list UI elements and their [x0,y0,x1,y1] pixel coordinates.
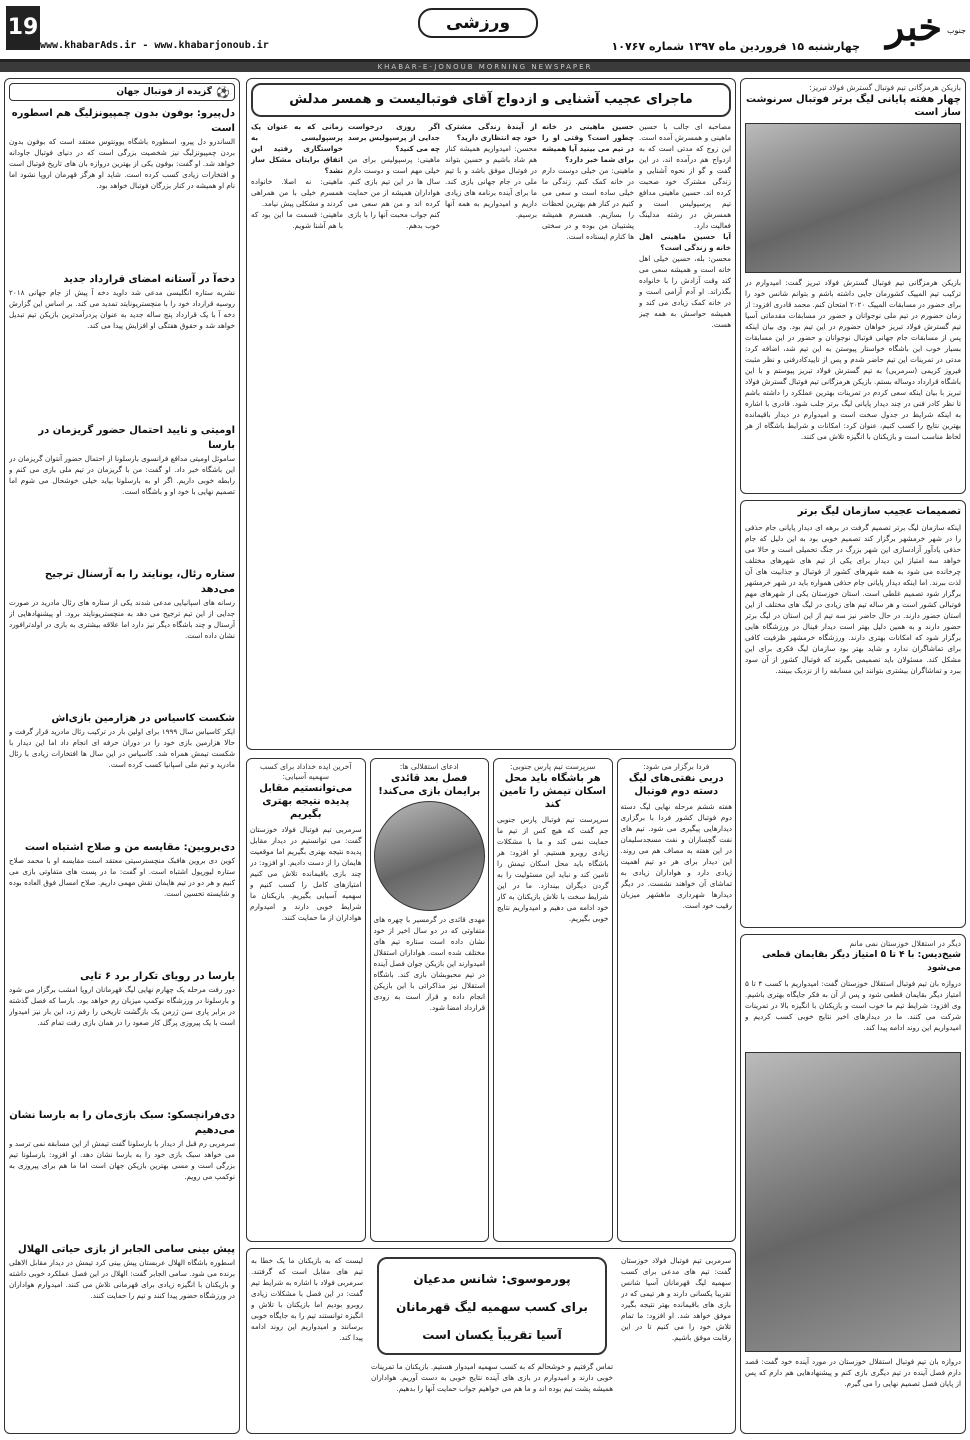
bottom-box-1-body: هفته ششم مرحله نهایی لیگ دسته دوم فوتبال کشور فردا با برگزاری دیدارهایی پیگیری می شود. تیم های نفت گچساران و نفت مسجدسلیمان در این هفته به مصاف هم می روند. این دیدار برای هر دو تیم اهمیت زیادی دارد و هواداران زیادی به تماشای آن خواهند نشست. در دیگر دیدارها شهرداری ماهشهر میزبان رقیب خود است. [620,802,732,910]
main-intro: مصاحبه ای جالب با حسین ماهینی و همسرش آمده است. این زوج که مدتی است که به ازدواج هم درآمده اند، در این گفت و گو از نحوه آشنایی و زندگی مشترک خود صحبت کرده اند. حسین ماهینی مدافع تیم پرسپولیس است و همسرش در رشته مدلینگ فعالیت دارد. [639,122,731,230]
main-q2: حسین ماهینی در خانه چطور است؟ وقتی او را در تیم می بینید آیا همیشه برای شما خبر دارد؟ [542,122,634,164]
lower-right-story [740,934,966,1434]
bottom-feature-body-middle: تماس گرفتیم و خوشحالم که به کسب سهمیه امیدوار هستیم. بازیکنان ما تمرینات خوبی دارند و امیدوارم در بازی های آینده نتایج خوبی به دست آوریم. هواداران همیشه پشت تیم بوده اند و ما هم می خواهیم جواب حمایت آنها را بدهیم. [371,1362,613,1393]
main-col-1 [639,121,731,743]
tournament-headline: تصمیمات عجیب سازمان لیگ برتر [797,506,961,517]
bottom-box-2 [493,758,613,1242]
bottom-feature-headline [377,1257,607,1355]
bottom-box-3-kicker: ادعای استقلالی ها: [399,762,459,771]
main-q5: زمانی که به عنوان یک پرسپولیسی به خواستگاری رفتید این اتفاق برایتان مشکل ساز نشد؟ [251,122,343,175]
bottom-box-2-title: هر باشگاه باید محل اسکان تیمش را تامین کند [499,773,606,810]
right-story-kicker: بازیکن هرمزگانی تیم فوتبال گسترش فولاد تبریز: [809,83,961,92]
world-item-4-body: رسانه های اسپانیایی مدعی شدند یکی از ستاره های رئال مادرید در صورت جدایی از این تیم ترجیح می دهد به منچستریونایتد برود. او پیشنهادهایی از آرسنال و چند باشگاه دیگر نیز دارد اما علاقه بیشتری به بازی در اولدترافورد نشان داده است. [9,598,235,640]
bottom-boxes [246,758,736,1242]
bottom-box-3-body: مهدی قائدی در گرمسیر با چهره های متفاوتی که در دو سال اخیر از خود نشان داده است ستاره تیم های مختلف شده است. هواداران استقلال امیدوارند این بازیکن جوان فصل آینده در تیم محبوبشان بازی کند. باشگاه استقلال نیز مذاکراتی با این بازیکن انجام داده و قرار است به زودی قرارداد امضا شود. [373,915,485,1012]
main-feature-headline: ماجرای عجیب آشنایی و ازدواج آقای فوتبالیست و همسر مدلش [251,83,731,117]
bottom-box-4-body: سرمربی تیم فوتبال فولاد خوزستان گفت: می توانستیم در دیدار مقابل پدیده نتیجه بهتری بگیریم اما موقعیت هایمان را از دست دادیم. او افزود: در چند بازی باقیمانده تلاش می کنیم امتیازهای کامل را کسب کنیم و سهمیه آسیایی بگیریم. بازیکنان ما شرایط خوبی دارند و امیدوارم هواداران از ما حمایت کنند. [250,825,362,922]
world-item-1-title: دل‌پیرو: بوفون بدون چمپیونزلیگ هم اسطوره است [11,108,235,134]
main-col-2 [542,121,634,743]
main-col-4 [348,121,440,743]
newspaper-logo: جنوب خبر [864,4,964,52]
page-number: 19 [6,6,40,50]
world-item-6-body: کوین دی بروین هافبک منچسترسیتی معتقد است مقایسه او با محمد صلاح ستاره لیورپول اشتباه است. او گفت: ما در پست های متفاوتی بازی می کنیم و هر دو در تیم هایمان نقش مهمی داریم. صلاح امسال فوق العاده بوده و شایسته تحسین است. [9,856,235,898]
world-item-7-body: دور رفت مرحله یک چهارم نهایی لیگ قهرمانان اروپا امشب برگزار می شود و بارسلونا در ورزشگاه نوکمپ میزبان رم خواهد بود. بارسا که فصل گذشته در برابر پاری سن ژرمن یک بازگشت تاریخی را رقم زد، این بار نیز امیدوار است با یک پیروزی پرگل کار صعود را در همان بازی رفت تمام کند. [9,985,235,1027]
world-item-9-title: پیش بینی سامی الجابر از بازی حیاتی الهلال [18,1244,235,1255]
world-column-heading [9,83,235,101]
main-q3: از آیندهٔ زندگی مشترک خود چه انتظاری دارید؟ [445,122,537,142]
bottom-box-2-kicker: سرپرست تیم پارس جنوبی: [509,762,596,771]
main-a5: ماهینی: نه اصلا. خانواده همسرم خیلی با من همراهی کردند و مشکلی پیش نیامد. [251,177,343,208]
main-a1: محسن: بله، حسین خیلی اهل خانه است و همیشه سعی می کند وقت آزادش را با خانواده بگذراند. او آدم آرامی است و در خانه کمک زیادی می کند و همیشه حواسش به همه چیز هست. [639,254,731,329]
main-a3: محسن: امیدواریم همیشه کنار هم شاد باشیم و حسین بتواند در فوتبال موفق باشد و با تیم ملی در جام جهانی بازی کند. ما برای آینده برنامه های زیادی داریم و امیدواریم به همه آنها برسیم. [445,144,537,219]
player-photo [745,123,961,273]
bottom-feature-line1: پورموسوی: شانس مدعیان [413,1272,571,1286]
lower-right-kicker: دیگر در استقلال خوزستان نمی مانم [849,939,961,948]
world-item-2-body: نشریه ستاره انگلیسی مدعی شد داوید دخه آ پیش از جام جهانی ۲۰۱۸ روسیه قرارداد خود را با منچستریونایتد تمدید می کند. بر اساس این گزارش دخه آ با یک قرارداد پنج ساله جدید به عنوان پردرآمدترین بازیکن تیم تبدیل خواهد شد و حقوق هفتگی او افزایش پیدا می کند. [9,288,235,330]
world-item-5-body: ایکر کاسیاس سال ۱۹۹۹ برای اولین بار در ترکیب رئال مادرید قرار گرفت و حالا هزارمین بازی خود را در دوران حرفه ای انجام داد اما این دیدار با شکست تیمش همراه شد. کاسیاس در این سال ها افتخارات زیادی با رئال مادرید و تیم ملی اسپانیا کسب کرده است. [9,727,235,769]
bottom-box-1-title: دربی نفتی‌های لیگ دسته دوم فوتبال [628,773,724,797]
world-item-3-body: ساموئل اومیتی مدافع فرانسوی بارسلونا از احتمال حضور آنتوان گریزمان در این باشگاه خبر داد. او گفت: من با گریزمان در تیم ملی بازی می کنم و رابطه خوبی داریم. اگر او به بارسلونا بیاید خیلی خوشحال می شوم اما تصمیم نهایی با خود او و باشگاه است. [9,454,235,496]
bottom-feature-body-right: سرمربی تیم فوتبال فولاد خوزستان گفت: تیم های مدعی برای کسب سهمیه لیگ قهرمانان آسیا شانس تقریبا یکسانی دارند و هر تیمی که در بازی های باقیمانده بهتر نتیجه بگیرد موفق خواهد شد. او افزود: ما تمام تلاش خود را می کنیم تا در این رقابت موفق باشیم. [621,1256,731,1342]
lower-right-body: دروازه بان تیم فوتبال استقلال خوزستان گفت: امیدواریم با کسب ۴ تا ۵ امتیاز دیگر بقایمان قطعی شود و پس از آن به فکر جایگاه بهتری باشیم. وی افزود: شرایط تیم ما خوب است و بازیکنان با انگیزه بالا در تمرینات شرکت می کنند. ما در دیدارهای اخیر نتایج خوبی کسب کردیم و امیدواریم این روند ادامه پیدا کند. [745,979,961,1032]
main-q1: آیا حسین ماهینی اهل خانه و زندگی است؟ [639,232,731,252]
right-story [740,78,966,494]
world-item-3-title: اومیتی و تایید احتمال حضور گریزمان در بارسا [38,425,235,451]
bottom-box-1-kicker: فردا برگزار می شود: [643,762,710,771]
tournament-story [740,500,966,928]
right-story-body: بازیکن هرمزگانی تیم فوتبال گسترش فولاد تبریز گفت: امیدوارم در ترکیب تیم المپیک کشورمان جایی داشته باشم و بتوانم شانس خود را برای حضور در مسابقات المپیک ۲۰۲۰ امتحان کنم. محمد قادری افزود: از زمان حضورم در تیم ملی نوجوانان و حضور در مسابقات مقدماتی آسیا تیم گسترش فولاد تبریز خواهان حضورم در این تیم بود. وی بیان اینکه پس از مسابقات جام جهانی فوتبال نوجوانان و حضور در این مسابقات بسیار خوب این باشگاه خواستار پیوستن به این تیم شد، اضافه کرد: مدتی در تمرینات این تیم حاضر شدم و پس از تاییدکادرفنی و نظر مثبت فیروز کریمی (سرمربی) به تیم گسترش فولاد تبریز پیوستم و با این باشگاه قرارداد دوساله بستم. بازیکن هرمزگانی تیم فوتبال گسترش فولاد تبریز با بیان اینکه سعی کردم در تمرینات بهترین عملکرد را داشته باشم تا نظر کادر فنی در چند دیدار پایانی لیگ برتر جلب شود. قادری با اشاره به اینکه شرایط در جدول سخت است و امیدوارم در دیدار باقیمانده بهترین نتایج را کسب کنیم، عنوان کرد: امکانات و شرایط باشگاه از هر لحاظ مناسب است و بازیکنان با انگیزه تلاش می کنند. [745,278,961,441]
main-col-3 [445,121,537,743]
world-item-1-body: الساندرو دل پیرو، اسطوره باشگاه یوونتوس معتقد است که بوفون بدون بردن چمپیونزلیگ نیز شخصیت بزرگی است که در دنیای فوتبال جاودانه خواهد شد. او گفت: بوفون یکی از بهترین دروازه بان های تاریخ فوتبال است و افتخارات زیادی کسب کرده است. شاید او هرگز قهرمان اروپا نشود اما نام او همیشه در کنار بزرگان فوتبال خواهد بود. [9,137,235,190]
bottom-box-4 [246,758,366,1242]
world-item-6-title: دی‌برویین: مقایسه من و صلاح اشتباه است [24,842,235,853]
bottom-box-2-body: سرپرست تیم فوتبال پارس جنوبی جم گفت که هیچ کس از تیم ما حمایت نمی کند و ما با مشکلات زیادی روبرو هستیم. او افزود: هر باشگاه باید محل اسکان تیمش را تامین کند و نباید این مسئولیت را به گردن دیگران بیندازد. ما در این شرایط سخت با تلاش بازیکنان به کار خود ادامه می دهیم و امیدواریم نتایج خوبی بگیریم. [497,815,609,923]
main-a2: ماهینی: من خیلی دوست دارم در خانه کمک کنم. زندگی ما خیلی ساده است و سعی می کنیم در کنار هم بهترین لحظات را بسازیم. همسرم همیشه پشتیبان من بوده و در سختی ها کنارم ایستاده است. [542,166,634,241]
bottom-box-4-title: می‌توانستیم مقابل پدیده نتیجه بهتری بگیریم [259,783,353,820]
bottom-feature-line3: آسیا تقریباً یکسان است [422,1328,562,1342]
world-item-4-title: ستاره رئال، یونایتد را به آرسنال ترجیح می‌دهد [44,569,235,595]
ball-icon: ⚽ [216,86,230,99]
lower-right-headline: شیخ‌دیس: با ۴ تا ۵ امتیاز دیگر بقایمان قطعی می‌شود [762,950,961,973]
bottom-box-3 [370,758,490,1242]
bottom-box-3-title: فصل بعد قائدی برایمان بازی می‌کند! [378,773,481,797]
lower-right-caption: دروازه بان تیم فوتبال استقلال خوزستان در مورد آینده خود گفت: قصد دارم فصل آینده در تیم دیگری بازی کنم و پیشنهادهایی هم دارم که پس از پایان فصل تصمیم نهایی را می گیرم. [745,1357,961,1388]
dateline: چهارشنبه ۱۵ فروردین ماه ۱۳۹۷ شماره ۱۰۷۶۷ [611,40,860,53]
world-column-heading-text: گزیده از فوتبال جهان [116,87,212,97]
main-q4: اگر روزی درخواست جدایی از پرسپولیس برسد چه می کنید؟ [348,122,440,153]
main-col-5 [251,121,343,743]
website-link[interactable]: www.khabarAds.ir - www.khabarjonoub.ir [40,40,269,51]
world-item-7-title: بارسا در رویای تکرار برد ۶ تایی [80,971,235,982]
bottom-feature-line2: برای کسب سهمیه لیگ قهرمانان [396,1300,588,1314]
right-story-headline: چهار هفته پایانی لیگ برتر فوتبال سرنوشت ساز است [746,94,961,118]
world-item-8-body: سرمربی رم قبل از دیدار با بارسلونا گفت تیمش از این مسابقه نمی ترسد و می خواهد سبک بازی خود را به بارسا نشان دهد. او افزود: بارسلونا تیم بزرگی است و مسی بهترین بازیکن جهان است اما ما هم برای پیروزی به نوکمپ می رویم. [9,1139,235,1181]
tournament-body: اینکه سازمان لیگ برتر تصمیم گرفت در برهه ای دیدار پایانی جام حذفی را در شهر خرمشهر برگزار کند تصمیم خوبی بود به این دلیل که جام حذفی یادآور آزادسازی این شهر بزرگ در جنگ تحمیلی است و حالا می خواهد سه امتیاز این دیدار برای یکی از تیم های شهرهای مختلف چرخانده می شود به همه شهرهای کشور از فوتبال و جذابیت های آن لذت ببرند. اما اینکه دیدار پایانی جام حذفی همواره باید در شهر خرمشهر برگزار شود تصمیم غلطی است. استان خوزستان یکی از شهرهای مهم فوتبالی کشور است و هر ساله تیم های زیادی در لیگ های مختلف از این استان حضور دارند. در حال حاضر نیز سه تیم از این استان در لیگ برتر حضور دارند و به همین دلیل بهتر است دیدار فینال در ورزشگاه هایی برگزار شود که امکانات بهتری دارند. ورزشگاه خرمشهر ظرفیت کافی برای تماشاگران ندارد و شاید بهتر بود سازمان لیگ فکری برای این مشکل کند. مسئولان باید تصمیمی بگیرند که فوتبال کشور از آن سود ببرد و تماشاگران بیشتری بتوانند این مسابقه را از نزدیک ببینند. [745,523,961,675]
world-football-column [4,78,240,1434]
ghaedi-photo [374,801,486,911]
main-a4: ماهینی: پرسپولیس برای من خیلی مهم است و دوست دارم سال ها در این تیم بازی کنم. هواداران همیشه از من حمایت کرده اند و من هم سعی می کنم جواب محبت آنها را با بازی خوب بدهم. [348,155,440,230]
logo-subtitle: جنوب [946,26,966,35]
bottom-feature-body-left: لیست که به بازیکنان ما یک خطا به تیم های مقابل است که گرفتند. سرمربی فولاد با اشاره به شرایط تیم گفت: در این فصل با مشکلات زیادی روبرو بودیم اما بازیکنان با تلاش و انگیزه توانستند تیم را به جایگاه خوبی برسانند و امیدواریم این روند ادامه پیدا کند. [251,1256,363,1342]
main-feature-columns [251,121,731,743]
world-item-2-title: دخه‌آ در آستانه امضای قرارداد جدید [63,274,235,285]
world-item-9-body: اسطوره باشگاه الهلال عربستان پیش بینی کرد تیمش در دیدار مقابل الاهلی برنده می شود. سامی الجابر گفت: الهلال در این فصل عملکرد خوبی داشته و بازیکنان با انگیزه زیادی برای قهرمانی تلاش می کنند. امیدوارم هواداران در ورزشگاه حضور پیدا کنند و تیم را حمایت کنند. [9,1258,235,1300]
world-item-8-title: دی‌فرانچسکو: سبک بازی‌مان را به بارسا نشان می‌دهیم [9,1110,235,1136]
world-item-5-title: شکست کاسیاس در هزارمین بازی‌اش [51,713,235,724]
goalkeeper-photo [745,1052,961,1352]
section-title: ورزشی [418,8,538,38]
bottom-box-4-kicker: آخرین ایده خداداد برای کسب سهمیه آسیایی: [260,762,352,781]
main-end: ماهینی: قسمت ما این بود که با هم آشنا شویم. [251,210,343,230]
masthead [0,0,970,62]
main-feature [246,78,736,750]
masthead-band: KHABAR-E-JONOUB MORNING NEWSPAPER [0,62,970,72]
bottom-feature [246,1248,736,1434]
bottom-box-1 [617,758,737,1242]
